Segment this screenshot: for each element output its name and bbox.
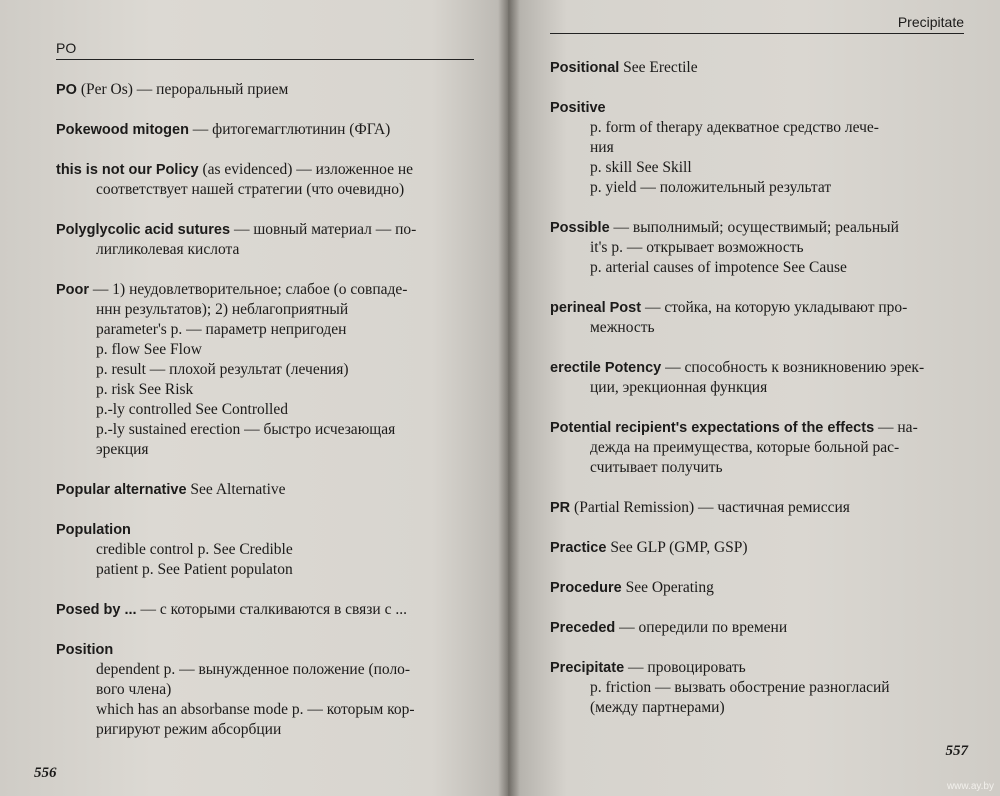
entry-first-line [56,480,474,500]
entry-headword: Preceded [550,620,616,636]
entry-headword: Positional [550,60,620,76]
right-running-head: Precipitate [550,14,964,34]
entry-subsense: ригируют режим абсорбции [96,721,282,738]
entry-continuation: ннн результатов); 2) неблагоприятный [96,301,349,318]
entry-definition: — опередили по времени [615,619,788,636]
entry-first-line [56,160,474,180]
entry-headword: Posed by ... [56,602,137,618]
entry-definition: See Erectile [619,59,698,76]
entry-first-line [550,418,964,438]
left-folio: 556 [34,765,57,781]
entry-definition: — 1) неудовлетворительное; слабое (о совпаде- [89,281,408,298]
entry-definition: — способность к возникновению эрек- [661,359,925,376]
entry-headword: Pokewood mitogen [56,122,189,138]
dictionary-entry [56,220,474,260]
dictionary-entry [56,120,474,140]
entry-subsense: вого члена) [96,681,172,698]
entry-subsense: p. form of therapy адекватное средство лече- [590,119,879,136]
entry-headword: Precipitate [550,660,625,676]
entry-first-line [550,218,964,238]
right-page [508,0,1000,796]
dictionary-entry [550,578,964,598]
entry-headword: Poor [56,282,90,298]
entry-first-line [550,98,964,118]
entry-headword: perineal Post [550,300,642,316]
entry-headword: Procedure [550,580,622,596]
dictionary-entry [56,640,474,740]
entry-subsense: p. flow See Flow [96,341,202,358]
entry-headword: PR [550,500,571,516]
entry-definition: See Operating [621,579,714,596]
entry-headword: Practice [550,540,607,556]
dictionary-entry [56,80,474,100]
dictionary-entry [550,218,964,278]
entry-continuation: лигликолевая кислота [96,241,240,258]
entry-continuation: дежда на преимущества, которые больной рас- [590,439,900,456]
entry-headword: Positive [550,100,606,116]
entry-subsense: credible control p. See Credible [96,541,293,558]
entry-continuation: соответствует нашей стратегии (что очевидно) [96,181,405,198]
entry-continuation: считывает получить [590,459,723,476]
entry-continuation: межность [590,319,655,336]
entry-first-line [550,498,964,518]
entry-first-line [56,80,474,100]
entry-subsense: ния [590,139,614,156]
entry-definition: (as evidenced) — изложенное не [198,161,414,178]
entry-definition: (Per Os) — пероральный прием [76,81,289,98]
dictionary-entry [56,600,474,620]
entry-first-line [550,298,964,318]
left-running-head: PO [56,40,474,60]
entry-subsense: p.-ly sustained erection — быстро исчезающая [96,421,396,438]
dictionary-entry [56,520,474,580]
entry-subsense: (между партнерами) [590,699,725,716]
entry-headword: Popular alternative [56,482,187,498]
entry-subsense: p. yield — положительный результат [590,179,832,196]
dictionary-entry [550,298,964,338]
entry-headword: Population [56,522,131,538]
entry-definition: — выполнимый; осуществимый; реальный [609,219,899,236]
entry-first-line [550,658,964,678]
dictionary-entry [550,418,964,478]
entry-continuation: ции, эрекционная функция [590,379,768,396]
entry-headword: this is not our Policy [56,162,199,178]
entry-definition: See Alternative [186,481,286,498]
entry-definition: — шовный материал — по- [230,221,417,238]
entry-definition: — стойка, на которую укладывают про- [641,299,908,316]
entry-subsense: it's p. — открывает возможность [590,239,804,256]
entry-first-line [56,520,474,540]
entry-definition: See GLP (GMP, GSP) [606,539,748,556]
dictionary-entry [550,358,964,398]
entry-subsense: p. friction — вызвать обострение разногласий [590,679,890,696]
entry-subsense: which has an absorbanse mode p. — которым кор- [96,701,415,718]
entry-first-line [56,120,474,140]
entry-first-line [550,358,964,378]
dictionary-entry [56,280,474,460]
book-gutter [498,0,520,796]
dictionary-entry [56,160,474,200]
dictionary-entry [550,618,964,638]
entry-subsense: p. arterial causes of impotence See Cause [590,259,847,276]
left-entries [56,80,474,740]
entry-first-line [550,538,964,558]
dictionary-entry [550,98,964,198]
entry-first-line [550,58,964,78]
entry-first-line [550,578,964,598]
watermark: www.ay.by [946,781,994,792]
entry-headword: PO [56,82,77,98]
entry-headword: Position [56,642,114,658]
entry-first-line [550,618,964,638]
right-folio: 557 [945,743,968,759]
entry-definition: (Partial Remission) — частичная ремиссия [570,499,850,516]
entry-first-line [56,600,474,620]
entry-headword: Possible [550,220,610,236]
entry-definition: — провоцировать [624,659,746,676]
entry-subsense: эрекция [96,441,149,458]
dictionary-entry [550,498,964,518]
entry-subsense: patient p. See Patient populaton [96,561,293,578]
entry-definition: — с которыми сталкиваются в связи с ... [136,601,407,618]
entry-first-line [56,220,474,240]
entry-subsense: dependent p. — вынужденное положение (поло- [96,661,411,678]
entry-headword: Potential recipient's expectations of the effects [550,420,875,436]
right-entries [550,58,964,718]
entry-subsense: p.-ly controlled See Controlled [96,401,288,418]
entry-subsense: p. risk See Risk [96,381,194,398]
entry-headword: Polyglycolic acid sutures [56,222,231,238]
entry-first-line [56,280,474,300]
entry-definition: — фитогемагглютинин (ФГА) [188,121,391,138]
entry-subsense: parameter's p. — параметр непригоден [96,321,347,338]
entry-first-line [56,640,474,660]
entry-subsense: p. skill See Skill [590,159,692,176]
dictionary-entry [550,658,964,718]
dictionary-entry [550,538,964,558]
entry-subsense: p. result — плохой результат (лечения) [96,361,349,378]
entry-headword: erectile Potency [550,360,662,376]
entry-definition: — на- [874,419,918,436]
dictionary-entry [550,58,964,78]
dictionary-entry [56,480,474,500]
